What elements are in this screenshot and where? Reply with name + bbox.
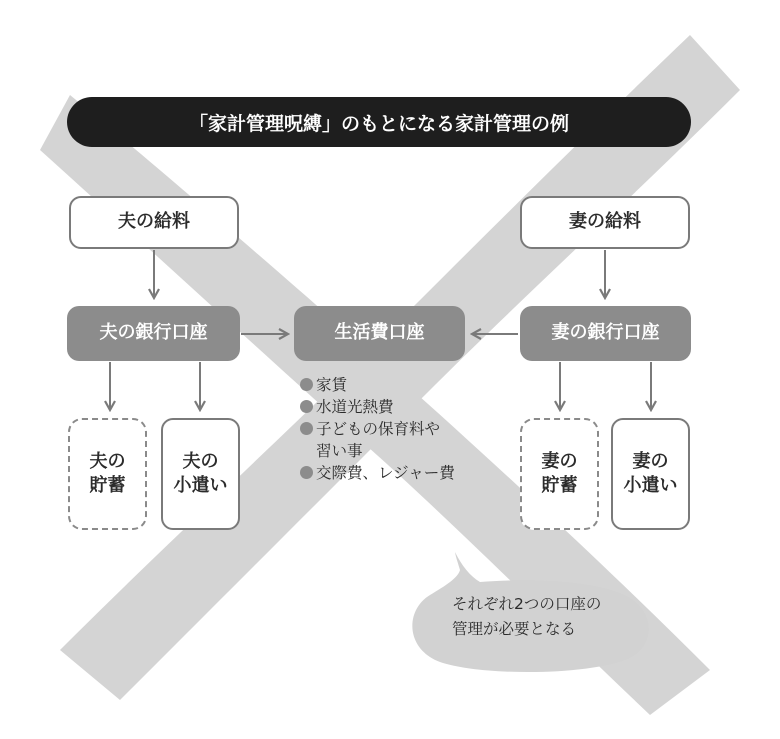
wife-allowance-box [611,418,690,530]
husband-allowance-line1: 夫の [182,450,219,472]
list-item-text-cont: 習い事 [316,442,363,460]
bubble-line2: 管理が必要となる [452,620,577,638]
wife-allowance-line2: 小遣い [623,475,678,496]
bubble-line1: それぞれ2つの口座の [452,595,602,613]
page-title: 「家計管理呪縛」のもとになる家計管理の例 [67,97,691,147]
bullet-dot-icon [300,466,313,479]
wife-savings-line2: 貯蓄 [541,475,578,496]
husband-salary-box [69,196,239,249]
bullet-dot-icon [300,378,313,391]
husband-savings-line2: 貯蓄 [89,475,126,496]
list-item-text: 水道光熱費 [316,398,394,416]
husband-bank-label: 夫の銀行口座 [99,322,208,344]
list-item [300,374,500,396]
wife-bank-box [520,306,691,361]
husband-savings-box [68,418,147,530]
husband-savings-line1: 夫の [89,450,126,472]
husband-allowance-box [161,418,240,530]
wife-salary-box [520,196,690,249]
bullet-dot-icon [300,400,313,413]
wife-salary-label: 妻の給料 [569,211,641,233]
living-expense-list [300,374,500,484]
living-account-label: 生活費口座 [334,322,425,344]
list-item [300,462,500,484]
wife-allowance-line1: 妻の [632,450,669,472]
wife-bank-label: 妻の銀行口座 [551,322,660,344]
bullet-dot-icon [300,422,313,435]
wife-savings-line1: 妻の [541,450,578,472]
wife-savings-box [520,418,599,530]
list-item-text: 家賃 [316,376,348,394]
list-item [300,418,500,462]
list-item-text: 子どもの保育料や [316,420,441,438]
speech-bubble-text [452,592,622,642]
husband-bank-box [67,306,240,361]
list-item [300,396,500,418]
list-item-text: 交際費、レジャー費 [316,464,455,482]
husband-salary-label: 夫の給料 [118,211,190,233]
living-account-box [294,306,465,361]
husband-allowance-line2: 小遣い [173,475,228,496]
